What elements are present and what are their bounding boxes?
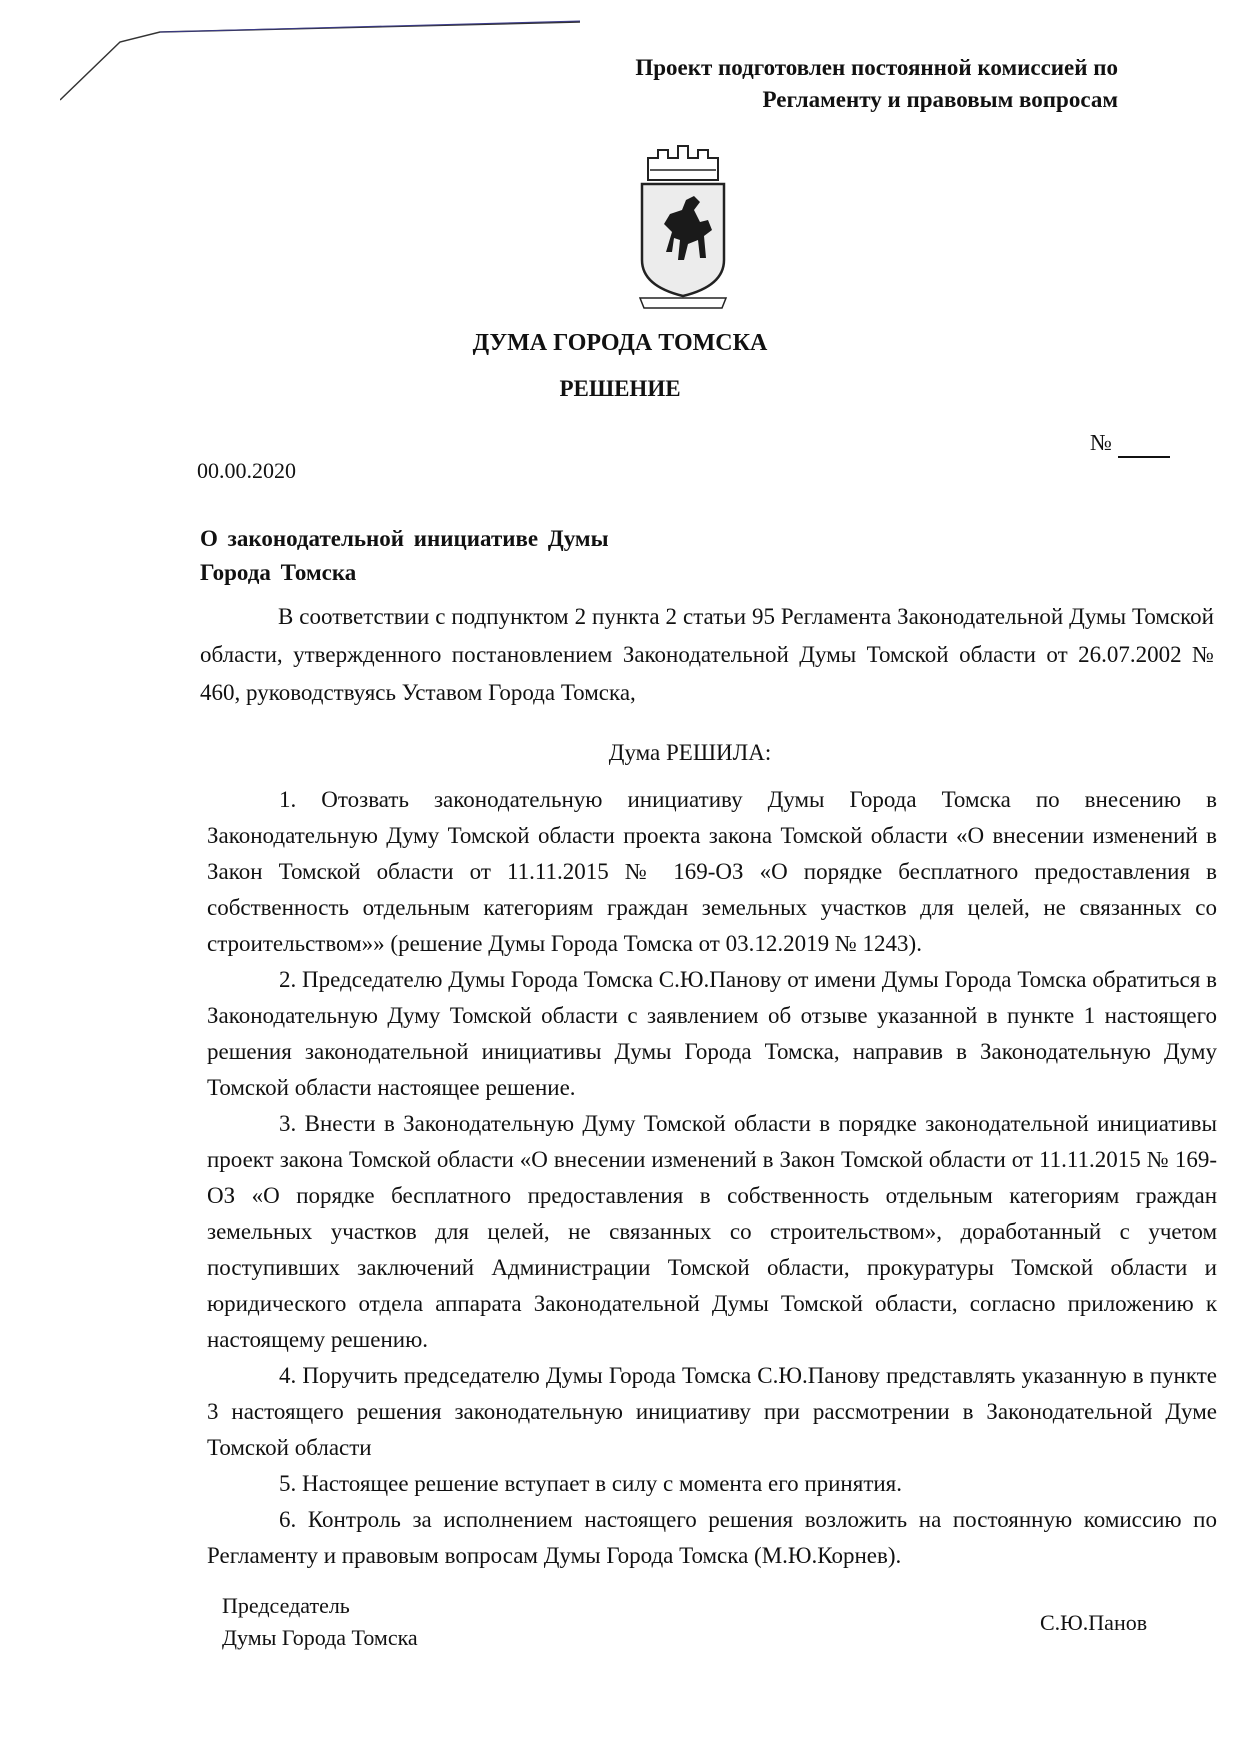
resolution-item-2: 2. Председателю Думы Города Томска С.Ю.Панову от имени Думы Города Томска обратиться в Законодательную Думу Томской области с заявлением об отзыве указанной в пункте 1 настоящего решения законодательной инициативы Думы Города Томска, направив в Законодательную Думу Томской области настоящее решение. — [207, 967, 1217, 1100]
number-blank — [1118, 430, 1170, 458]
document-number — [1090, 430, 1170, 458]
resolved-heading: Дума РЕШИЛА: — [608, 740, 772, 765]
resolution-item-3: 3. Внести в Законодательную Думу Томской области в порядке законодательной инициативы проект закона Томской области «О внесении изменений в Закон Томской области от 11.11.2015 № 169-ОЗ «О порядке бесплатного предоставления в собственность отдельным категориям граждан земельных участков для целей, не связанных со строительством», доработанный с учетом поступивших заключений Администрации Томской области, прокуратуры Томской области и юридического отдела аппарата Законодательной Думы Томской области, согласно приложению к настоящему решению. — [207, 1111, 1217, 1352]
signatory-title-line-2: Думы Города Томска — [222, 1625, 418, 1650]
document-date: 00.00.2020 — [197, 458, 296, 483]
resolution-item-6: 6. Контроль за исполнением настоящего решения возложить на постоянную комиссию по Регламенту и правовым вопросам Думы Города Томска (М.Ю.Корнев). — [207, 1507, 1217, 1568]
subject-line-1: О законодательной инициативе Думы — [200, 526, 609, 551]
resolution-item-4: 4. Поручить председателю Думы Города Томска С.Ю.Панову представлять указанную в пункте 3 настоящего решения законодательную инициативу при рассмотрении в Законодательной Думе Томской области — [207, 1363, 1217, 1460]
number-label: № — [1090, 430, 1112, 455]
coat-of-arms-icon — [628, 140, 738, 312]
resolution-item-1: 1. Отозвать законодательную инициативу Думы Города Томска по внесению в Законодательную Думу Томской области проекта закона Томской области «О внесении изменений в Закон Томской области от 11.11.2015 № 169-ОЗ «О порядке бесплатного предоставления в собственность отдельным категориям граждан земельных участков для целей, не связанных со строительством»» (решение Думы Города Томска от 03.12.2019 № 1243). — [207, 787, 1217, 956]
resolution-items — [207, 782, 1217, 1574]
org-title: ДУМА ГОРОДА ТОМСКА — [472, 330, 768, 356]
signatory-title-line-1: Председатель — [222, 1593, 350, 1618]
signatory-name: С.Ю.Панов — [1040, 1610, 1148, 1635]
preparer-line-2: Регламенту и правовым вопросам — [762, 87, 1118, 112]
preparer-note — [418, 52, 1118, 116]
document-type: РЕШЕНИЕ — [559, 376, 681, 401]
document-subject — [200, 522, 720, 590]
preparer-line-1: Проект подготовлен постоянной комиссией по — [635, 55, 1118, 80]
signatory-title — [222, 1590, 418, 1654]
resolution-item-5: 5. Настоящее решение вступает в силу с момента его принятия. — [279, 1471, 903, 1496]
preamble: В соответствии с подпунктом 2 пункта 2 статьи 95 Регламента Законодательной Думы Томской области, утвержденного постановлением Законодательной Думы Томской области от 26.07.2002 № 460, руководствуясь Уставом Города Томска, — [200, 604, 1214, 705]
subject-line-2: Города Томска — [200, 560, 357, 585]
